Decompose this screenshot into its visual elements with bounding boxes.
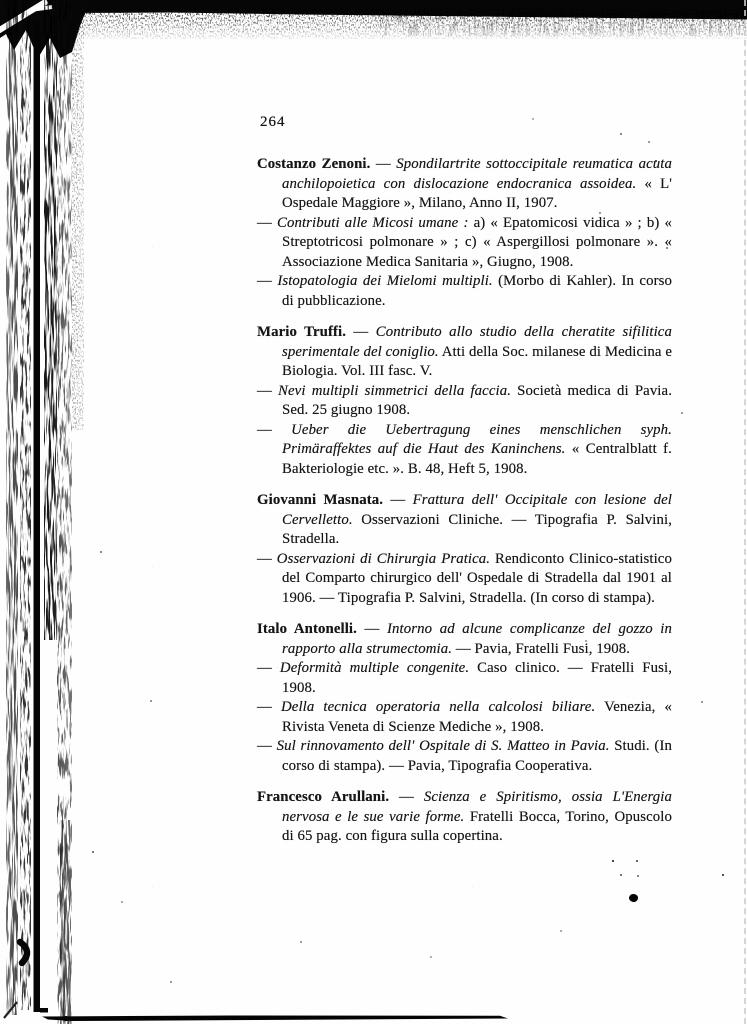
ink-hook-mark (20, 942, 27, 963)
bibliography-entry (257, 272, 672, 311)
entry-dash: — (364, 621, 380, 637)
entry-dash: — (375, 156, 391, 172)
scan-bottom-line (42, 1016, 508, 1022)
bibliography-entry (257, 214, 672, 273)
entry-detail: Studi. (In corso di stampa). — Pavia, Tipografia Cooperativa. (282, 738, 672, 774)
bibliography-entry (257, 550, 672, 609)
bibliography-entry (257, 788, 672, 847)
scan-binding-line (34, 20, 49, 1013)
scan-specks (0, 0, 2, 2)
entry-detail: « Centralblatt f. Bakteriologie etc. ». B. 48, Heft 5, 1908. (282, 441, 672, 477)
entry-dash: — (257, 738, 272, 754)
entry-dash: — (257, 550, 272, 567)
ink-blot (628, 893, 638, 903)
page-edge-line (744, 0, 746, 1024)
entry-title: Contributi alle Micosi umane : (277, 214, 469, 231)
entry-dash: — (399, 789, 414, 805)
bibliography-entry (257, 382, 672, 421)
entry-detail: Caso clinico. — Fratelli Fusi, 1908. (282, 660, 672, 696)
entry-detail: (Morbo di Kahler). In corso di pubblicazione. (282, 273, 672, 309)
entry-detail: a) « Epatomicosi vidica » ; b) « Streptotricosi polmonare » ; c) « Aspergillosi polmonare ». « Associazione Medica Sanitaria », Giugno, 1908. (282, 214, 672, 270)
entry-dash: — (257, 273, 272, 289)
entry-title: Osservazioni di Chirurgia Pratica. (276, 550, 491, 567)
entry-dash: — (353, 324, 369, 340)
bibliography-group-masnata (257, 491, 672, 608)
bibliography-entry (257, 620, 672, 659)
author-name: Francesco Arullani. (257, 789, 390, 805)
entry-detail: — Pavia, Fratelli Fusi, 1908. (455, 640, 631, 657)
author-name: Giovanni Masnata. (257, 492, 384, 508)
entry-detail: Venezia, « Rivista Veneta di Scienze Mediche », 1908. (282, 699, 672, 735)
entry-dash: — (257, 660, 272, 676)
bibliography-text (257, 155, 672, 859)
entry-dash: — (257, 382, 272, 399)
bibliography-entry (257, 323, 672, 382)
bibliography-group-zenoni (257, 155, 672, 311)
entry-title: Istopatologia dei Mielomi multipli. (277, 273, 493, 289)
page-number: 264 (260, 114, 286, 130)
entry-detail: Atti della Soc. milanese di Medicina e Biologia. Vol. III fasc. V. (282, 343, 673, 379)
bibliography-entry (257, 659, 672, 698)
author-name: Costanzo Zenoni. (257, 156, 371, 172)
scan-bottom-marks (4, 942, 508, 1021)
ink-slash-mark (4, 1002, 17, 1018)
entry-title: Nevi multipli simmetrici della faccia. (278, 382, 512, 399)
entry-dash: — (257, 214, 272, 231)
entry-detail: Osservazioni Cliniche. — Tipografia P. Salvini, Stradella. (282, 511, 672, 547)
entry-dash: — (257, 421, 272, 438)
entry-title: Contributo allo studio della cheratite sifilitica sperimentale del coniglio. (282, 324, 672, 360)
scan-gutter-noise (6, 0, 84, 1024)
bibliography-entry (257, 737, 672, 776)
entry-detail: Società medica di Pavia. Sed. 25 giugno 1908. (282, 382, 672, 418)
entry-title: Frattura dell' Occipitale con lesione del Cervelletto. (282, 492, 672, 528)
entry-dash: — (257, 699, 272, 715)
entry-title: Sul rinnovamento dell' Ospitale di S. Matteo in Pavia. (276, 738, 610, 754)
bibliography-entry (257, 421, 672, 480)
bibliography-group-arullani (257, 788, 672, 847)
entry-detail: Fratelli Bocca, Torino, Opuscolo di 65 pag. con figura sulla copertina. (282, 808, 672, 844)
entry-title: Intorno ad alcune complicanze del gozzo in rapporto alla strumectomia. (282, 621, 672, 657)
bibliography-entry (257, 155, 672, 214)
entry-title: Ueber die Uebertragung eines menschlichen syph. Primäraffektes auf die Haut des Kaninchens. (282, 421, 672, 457)
bibliography-entry (257, 491, 672, 550)
entry-detail: Rendiconto Clinico-statistico del Comparto chirurgico dell' Ospedale di Stradella dal 1901 al 1906. — Tipografia P. Salvini, Stradella. (In corso di stampa). (282, 550, 672, 606)
entry-title: Deformità multiple congenite. (279, 660, 470, 676)
author-name: Italo Antonelli. (257, 621, 357, 637)
scan-top-bar (0, 0, 747, 39)
scan-corner-blob (0, 0, 88, 58)
entry-title: Spondilartrite sottoccipitale reumatica acuta anchilopoietica con dislocazione endocranica assoidea. (282, 156, 672, 192)
bibliography-group-antonelli (257, 620, 672, 776)
author-name: Mario Truffi. (257, 324, 347, 340)
bibliography-entry (257, 698, 672, 737)
bibliography-group-truffi (257, 323, 672, 479)
entry-dash: — (390, 492, 406, 508)
entry-title: Scienza e Spiritismo, ossia L'Energia nervosa e le sue varie forme. (282, 789, 672, 825)
entry-detail: « L' Ospedale Maggiore », Milano, Anno II, 1907. (282, 175, 672, 211)
entry-title: Della tecnica operatoria nella calcolosi biliare. (280, 699, 596, 715)
